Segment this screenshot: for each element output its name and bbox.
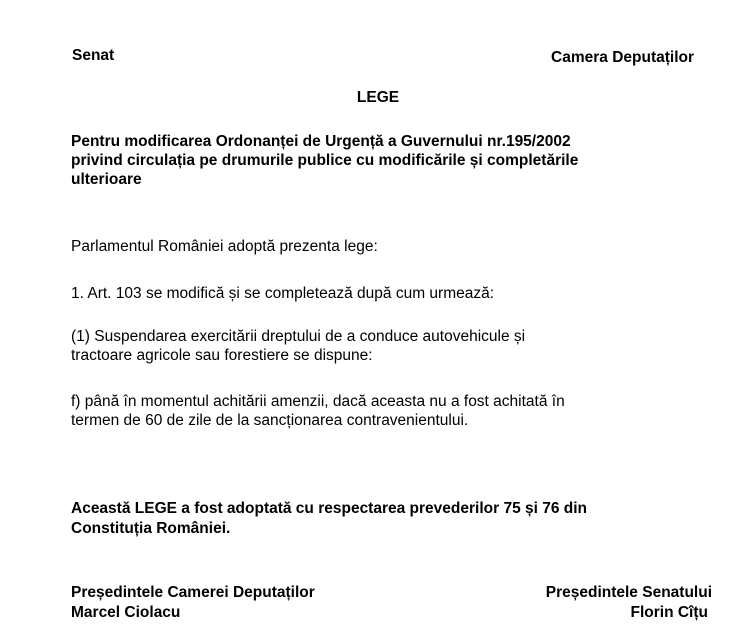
signature-name: Marcel Ciolacu (71, 604, 181, 621)
signature-right (546, 583, 712, 623)
adoption-statement (71, 499, 711, 539)
letter-f-paragraph (71, 392, 703, 430)
suspension-paragraph (71, 327, 671, 365)
paragraph-line: f) până în momentul achitării amenzii, dacă aceasta nu a fost achitată în (71, 393, 565, 410)
paragraph-line: termen de 60 de zile de la sancționarea contravenientului. (71, 412, 469, 429)
paragraph-line: tractoare agricole sau forestiere se dispune: (71, 347, 373, 364)
adoption-line: Constituția României. (71, 520, 231, 537)
law-title-line: ulterioare (71, 171, 142, 188)
adoption-line: Această LEGE a fost adoptată cu respectarea prevederilor 75 și 76 din (71, 500, 588, 517)
article-paragraph: 1. Art. 103 se modifică și se completează după cum urmează: (71, 285, 495, 302)
intro-paragraph: Parlamentul României adoptă prezenta lege: (71, 238, 378, 255)
signature-role: Președintele Camerei Deputaților (71, 584, 315, 601)
paragraph-line: (1) Suspendarea exercitării dreptului de a conduce autovehicule și (71, 328, 526, 345)
law-title-line: privind circulația pe drumurile publice cu modificările și completările (71, 152, 579, 169)
signature-name: Florin Cîțu (630, 604, 708, 621)
header-senat: Senat (72, 47, 115, 64)
law-title-line: Pentru modificarea Ordonanței de Urgență a Guvernului nr.195/2002 (71, 133, 571, 150)
header-camera-deputatilor: Camera Deputaților (551, 49, 694, 66)
signature-left (71, 583, 315, 623)
document-type-title: LEGE (356, 89, 400, 106)
law-title (71, 132, 703, 189)
signature-role: Președintele Senatului (545, 584, 712, 601)
